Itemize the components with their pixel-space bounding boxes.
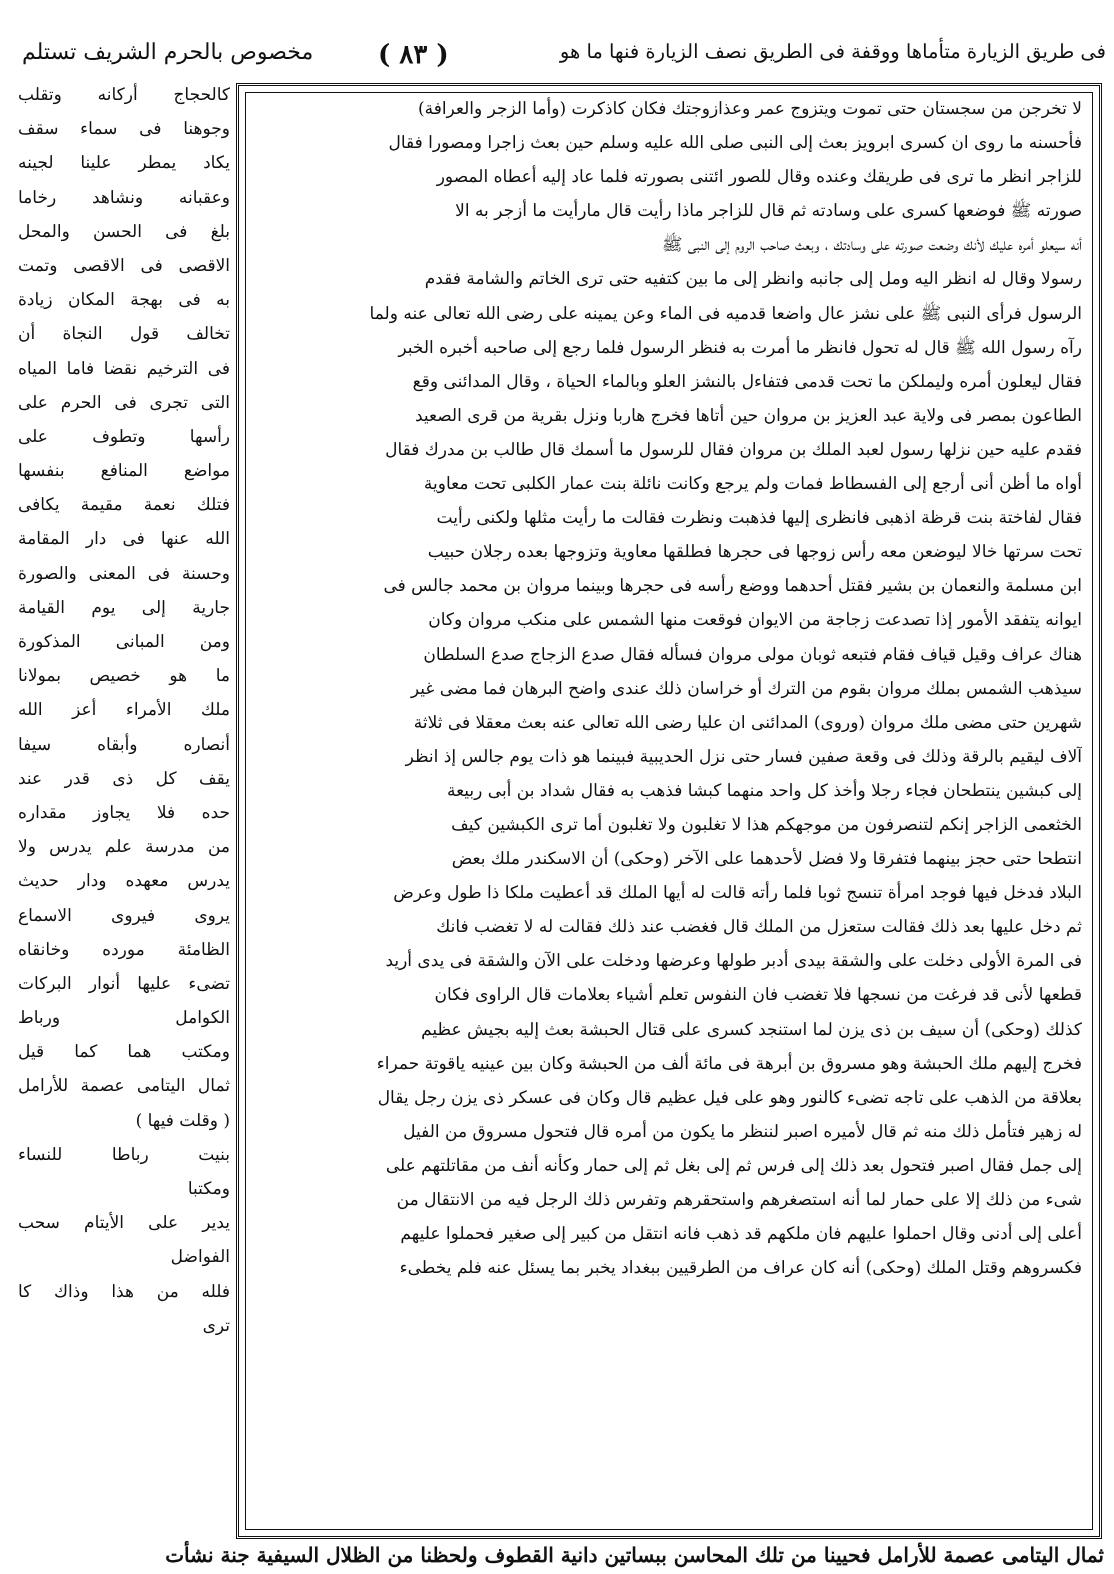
main-text-line: شىء من ذلك إلا على حمار لما أنه استصغرهم واستحقرهم وتفرس ذلك الرجل فيه من الانتقال من bbox=[396, 1190, 1082, 1210]
main-text-line: إلى كبشين ينتطحان فجاء رجلا وأخذ كل واحد منهما كبشا فذهب به فقال شداد بن أبى ربيعة bbox=[446, 780, 1082, 801]
main-text-line: لا تخرجن من سجستان حتى تموت ويتزوج عمر وعذازوجتك فكان كاذكرت (وأما الزجر والعرافة) bbox=[417, 99, 1082, 119]
main-text-line: رسولا وقال له انظر اليه ومل إلى جانبه وانظر إلى ما بين كتفيه حتى ترى الخاتم والشامة فقدم bbox=[424, 269, 1082, 290]
margin-text-line: مواضع المنافع بنفسها bbox=[18, 461, 230, 482]
margin-text-line: الله عنها فى دار المقامة bbox=[18, 529, 230, 550]
main-text-line: أعلى إلى أدنى وقال احملوا عليهم فان ملكهم قد ذهب فانه انتقل من كبير إلى صغير فحملوا عليهم bbox=[400, 1224, 1082, 1245]
main-text-line: قطعها لأنى قد فرغت من نسجها فلا تغضب فان النفوس تعلم أشياء بعلامات قال الراوى فكان bbox=[434, 985, 1082, 1006]
main-text-line: أنه سيعلو أمره عليك لأنك وضعت صورته على وسادتك ، وبعث صاحب الروم إلى النبى ﷺ bbox=[661, 235, 1082, 256]
margin-text-line: يكاد يمطر علينا لجينه bbox=[18, 153, 230, 174]
margin-text-line: وجوهنا فى سماء سقف bbox=[18, 119, 230, 140]
margin-text-line: حده فلا يجاوز مقداره bbox=[18, 802, 230, 823]
main-text-line: فى المرة الأولى دخلت على والشقة بيدى أدبر طولها وعرضها ودخلت على الآن والشقة فى يدى أريد bbox=[385, 951, 1082, 972]
margin-text-line: فى الترخيم نقضا فاما المياه bbox=[18, 358, 230, 379]
margin-text-line: ما هو خصيص بمولانا bbox=[18, 666, 230, 687]
main-text-line: للزاجر انظر ما ترى فى طريقك وعنده وقال للصور ائتنى بصورته فلما عاد إليه أعطاه المصور bbox=[436, 167, 1082, 188]
page-header bbox=[0, 0, 1114, 80]
main-text-line: الخثعمى الزاجر إنكم لتنصرفون من موجهكم هذا لا تغلبون ولا تغلبون أما ترى الكبشين كيف bbox=[451, 814, 1082, 835]
main-text-line: بعلاقة من الذهب على تاجه تضىء كالنور وهو على فيل عظيم قال وكان فى عسكر ذى يزن رجل يقال bbox=[377, 1087, 1082, 1108]
margin-text-line: ومن المبانى المذكورة bbox=[18, 632, 230, 652]
main-text-line: البلاد فدخل فيها فوجد امرأة تنسج ثوبا فلما رأته قالت له أيها الملك قد أعطيت ملكا ذا طول وعرض bbox=[393, 883, 1082, 904]
main-text-line: ثم دخل عليها بعد ذلك فقالت ستعزل من الملك قال فغضب عند ذلك فقالت له لا تغضب فانك bbox=[436, 917, 1082, 938]
margin-text-line: أنصاره وأبقاه سيفا bbox=[18, 734, 230, 755]
footer-line: ثمال اليتامى عصمة للأرامل فحيينا من تلك المحاسن ببساتين دانية القطوف ولحظنا من الظلال السيفية جنة نشأت bbox=[165, 1543, 1104, 1567]
main-text-line: ايوانه يتفقد الأمور إذا تصدعت زجاجة من الايوان فوقعت منها الشمس على منكب مروان وكان bbox=[428, 610, 1082, 631]
margin-text-line: وعقبانه ونشاهد رخاما bbox=[18, 187, 230, 208]
main-text-line: فخرج إليهم ملك الحبشة وهو مسروق بن أبرهة فى مائة ألف من الحبشة وكان بين عينيه ياقوتة حمراء bbox=[376, 1053, 1082, 1074]
page-number: ( ٨٣ ) bbox=[378, 40, 449, 70]
margin-text-line: الاقصى فى الاقصى وتمت bbox=[18, 255, 230, 276]
margin-text-line: ومكتبا bbox=[187, 1179, 230, 1199]
main-text-block bbox=[256, 92, 1082, 1285]
margin-text-line: يدرس معهده ودار حديث bbox=[18, 871, 230, 892]
main-text-line: انتطحا حتى حجز بينهما فتفرقا ولا فضل لأحدهما على الآخر (وحكى) أن الاسكندر ملك بعض bbox=[451, 849, 1082, 870]
main-text-line: الطاعون بمصر فى ولاية عبد العزيز بن مروان حين أتاها فخرج هاربا ونزل بقرية من قرى الصعيد bbox=[414, 405, 1082, 426]
main-text-line: الرسول فرأى النبى ﷺ على نشز عال واضعا قدميه فى الماء وعن يمينه على رضى الله تعالى عنه ولما bbox=[369, 303, 1082, 324]
main-text-line: سيذهب الشمس بملك مروان بقوم من الترك أو خراسان ذلك عندى واضح البرهان فما مضى غير bbox=[410, 678, 1082, 699]
margin-text-line: يدير على الأيتام سحب bbox=[18, 1213, 230, 1234]
margin-text-line: ملك الأمراء أعز الله bbox=[18, 700, 230, 721]
margin-text-line: به فى بهجة المكان زيادة bbox=[18, 290, 230, 311]
main-text-line: تحت سرتها خالا ليوضعن معه رأس زوجها فى حجرها فطلقها معاوية وتزوجها بعده رجلان حبيب bbox=[427, 542, 1082, 563]
margin-commentary bbox=[18, 78, 230, 1343]
margin-text-line: رأسها وتطوف على bbox=[18, 426, 230, 447]
margin-text-line: وحسنة فى المعنى والصورة bbox=[18, 563, 230, 584]
margin-text-line: الكوامل ورباط bbox=[18, 1008, 230, 1029]
main-text-line: فكسروهم وقتل الملك (وحكى) أنه كان عراف من الطرقيين ببغداد يخبر بما يسئل عنه فلم يخطىء bbox=[399, 1258, 1082, 1279]
margin-text-line: بلغ فى الحسن والمحل bbox=[18, 221, 230, 242]
main-text-line: هناك عراف وقيل قياف فقام فتبعه ثوبان مولى مروان فسأله فقال صدع الزجاج صدع السلطان bbox=[423, 644, 1082, 665]
main-text-line: له زهير فتأمل ذلك منه ثم قال لأميره اصبر لننظر ما يكون من أمره قال فتحول مسروق من الفيل bbox=[403, 1121, 1082, 1142]
margin-text-line: بنيت رباطا للنساء bbox=[18, 1144, 230, 1165]
main-text-line: فقال ليعلون أمره وليملكن ما تحت قدمى فتفاءل بالنشز العلو وبالماء الحياة ، وقال المدائنى وقع bbox=[412, 371, 1082, 392]
margin-text-line: التى تجرى فى الحرم على bbox=[18, 392, 230, 413]
main-text-line: فقدم عليه حين نزلها رسول لعبد الملك بن مروان فقال للرسول ما أسمك قال طالب بن مدرك فقال bbox=[385, 439, 1082, 460]
margin-text-line: ترى bbox=[202, 1315, 230, 1336]
margin-text-line: الظامئة مورده وخانقاه bbox=[18, 939, 230, 960]
main-text-line: أواه ما أظن أنى أرجع إلى الفسطاط فمات ولم يرجع وكانت نائلة بنت عمار الكلبى تحت معاوية bbox=[423, 474, 1082, 495]
main-text-line: آلاف ليقيم بالرقة وذلك فى وقعة صفين فسار حتى نزل الحديبية فبينما هو ذات يوم جالس إذ انظر bbox=[405, 746, 1082, 767]
margin-text-line: ومكتب هما كما قيل bbox=[18, 1042, 230, 1063]
main-text-line: ابن مسلمة والنعمان بن بشير فقتل أحدهما ووضع رأسه فى حجرها وبينما مروان بن محمد جالس فى bbox=[383, 576, 1082, 597]
main-text-line: شهرين حتى مضى ملك مروان (وروى) المدائنى ان عليا رضى الله تعالى عنه بعث معقلا فى ثلاثة bbox=[413, 712, 1082, 733]
margin-text-line: ( وقلت فيها ) bbox=[135, 1110, 230, 1131]
margin-text-line: فلله من هذا وذاك كا bbox=[18, 1281, 230, 1302]
main-text-line: صورته ﷺ فوضعها كسرى على وسادته ثم قال للزاجر ماذا رأيت قال مارأيت ما أزجر به الا bbox=[455, 201, 1082, 222]
margin-text-line: تضىء عليها أنوار البركات bbox=[18, 973, 230, 994]
margin-text-line: جارية إلى يوم القيامة bbox=[18, 597, 230, 618]
main-text-line: فقال لفاختة بنت قرظة اذهبى فانظرى إليها فذهبت ونظرت فقالت ما رأيت مثلها ولكنى رأيت bbox=[436, 508, 1082, 529]
main-text-line: إلى جمل فقال اصبر فتحول بعد ذلك إلى فرس ثم إلى بغل ثم إلى حمار وكأنه أنف من مقاتلتهم على bbox=[385, 1155, 1082, 1176]
main-text-line: كذلك (وحكى) أن سيف بن ذى يزن لما استنجد كسرى على قتال الحبشة بعث إليه بجيش عظيم bbox=[421, 1019, 1082, 1040]
margin-title: مخصوص بالحرم الشريف تستلم bbox=[22, 40, 314, 65]
margin-text-line: من مدرسة علم يدرس ولا bbox=[18, 837, 230, 858]
margin-text-line: فتلك نعمة مقيمة يكافى bbox=[18, 495, 230, 516]
main-text-line: فأحسنه ما روى ان كسرى ابرويز بعث إلى النبى صلى الله عليه وسلم حين بعث زاجرا ومصورا فقال bbox=[388, 133, 1082, 154]
margin-text-line: ثمال اليتامى عصمة للأرامل bbox=[18, 1076, 230, 1097]
running-title: فى طريق الزيارة متأماها ووقفة فى الطريق نصف الزيارة فنها ما هو bbox=[559, 40, 1106, 63]
main-text-line: رآه رسول الله ﷺ قال له تحول فانظر ما أمرت به فنظر الرسول فلما رجع إلى صاحبه أخبره الخبر bbox=[398, 337, 1082, 358]
margin-text-line: يروى فيروى الاسماع bbox=[18, 905, 230, 926]
margin-text-line: كالحجاج أركانه وتقلب bbox=[18, 85, 230, 105]
margin-text-line: تخالف قول النجاة أن bbox=[18, 324, 230, 345]
margin-text-line: يقف كل ذى قدر عند bbox=[18, 768, 230, 789]
margin-text-line: الفواضل bbox=[170, 1247, 230, 1268]
